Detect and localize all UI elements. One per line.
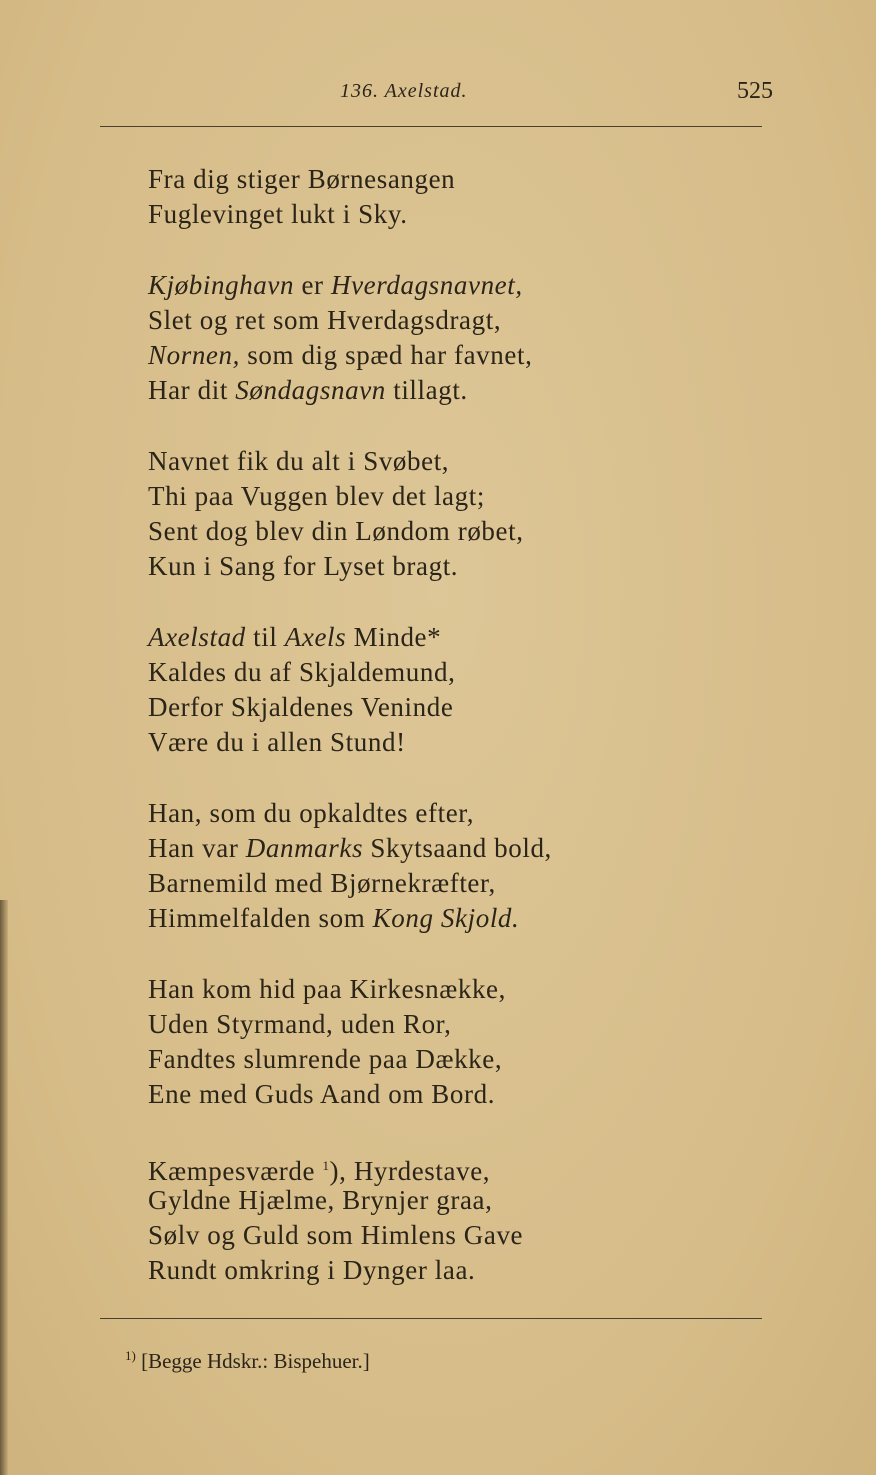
stanza xyxy=(148,972,552,1112)
verse-line xyxy=(148,831,552,866)
italic-text: Danmarks xyxy=(245,833,364,863)
verse-line xyxy=(148,1183,552,1218)
verse-line xyxy=(148,620,552,655)
stanza xyxy=(148,268,552,408)
italic-text: Kjøbinghavn xyxy=(148,270,295,300)
verse-line xyxy=(148,725,552,760)
text: Navnet fik du alt i Svøbet, xyxy=(148,446,450,476)
verse-line xyxy=(148,197,552,232)
header-rule xyxy=(100,126,762,127)
text: Ene med Guds Aand om Bord. xyxy=(148,1079,496,1109)
verse-line xyxy=(148,1253,552,1288)
text: Fra dig stiger Børnesangen xyxy=(148,164,456,194)
verse-line xyxy=(148,972,552,1007)
footnote-text: [Begge Hdskr.: Bispehuer.] xyxy=(141,1349,370,1373)
text: Han kom hid paa Kirkesnække, xyxy=(148,974,506,1004)
italic-text: Kong Skjold. xyxy=(372,903,520,933)
text: Sent dog blev din Løndom røbet, xyxy=(148,516,524,546)
text: Uden Styrmand, uden Ror, xyxy=(148,1009,452,1039)
stanza xyxy=(148,796,552,936)
italic-text: Axels xyxy=(284,622,347,652)
page-edge xyxy=(0,900,8,1475)
footnote-marker: 1) xyxy=(125,1348,136,1363)
text: Gyldne Hjælme, Brynjer graa, xyxy=(148,1185,493,1215)
verse-line xyxy=(148,162,552,197)
verse-line xyxy=(148,690,552,725)
verse-line xyxy=(148,1042,552,1077)
verse-line xyxy=(148,1077,552,1112)
text: Slet og ret som Hverdagsdragt, xyxy=(148,305,502,335)
text: som dig spæd har favnet, xyxy=(239,340,533,370)
verse-line xyxy=(148,655,552,690)
text: Rundt omkring i Dynger laa. xyxy=(148,1255,476,1285)
text: Barnemild med Bjørnekræfter, xyxy=(148,868,496,898)
verse-line xyxy=(148,479,552,514)
text: Kun i Sang for Lyset bragt. xyxy=(148,551,459,581)
text: Fuglevinget lukt i Sky. xyxy=(148,199,408,229)
verse-line xyxy=(148,1148,552,1186)
text: Derfor Skjaldenes Veninde xyxy=(148,692,454,722)
footnote-reference: 1 xyxy=(322,1158,330,1173)
footnote xyxy=(125,1348,370,1374)
verse-line xyxy=(148,901,552,936)
text: til xyxy=(245,622,285,652)
stanza xyxy=(148,162,552,232)
stanza xyxy=(148,620,552,760)
text: Han, som du opkaldtes efter, xyxy=(148,798,475,828)
text: Kæmpesværde xyxy=(148,1156,323,1186)
text: Har dit xyxy=(148,375,236,405)
text: Minde* xyxy=(346,622,442,652)
verse-line xyxy=(148,268,552,303)
text: er xyxy=(294,270,331,300)
text: Skytsaand bold, xyxy=(363,833,552,863)
verse-line xyxy=(148,373,552,408)
text: ), Hyrdestave, xyxy=(329,1156,491,1186)
verse-line xyxy=(148,866,552,901)
italic-text: Axelstad xyxy=(148,622,246,652)
verse-line xyxy=(148,444,552,479)
stanza xyxy=(148,444,552,584)
verse-line xyxy=(148,303,552,338)
text: Himmelfalden som xyxy=(148,903,373,933)
italic-text: Nornen, xyxy=(148,340,240,370)
text: Sølv og Guld som Himlens Gave xyxy=(148,1220,524,1250)
footnote-rule xyxy=(100,1318,762,1319)
page-number: 525 xyxy=(737,78,773,104)
text: tillagt. xyxy=(385,375,468,405)
verse-line xyxy=(148,796,552,831)
text: Fandtes slumrende paa Dække, xyxy=(148,1044,503,1074)
verse-line xyxy=(148,1218,552,1253)
verse-line xyxy=(148,549,552,584)
italic-text: Søndagsnavn xyxy=(235,375,386,405)
text: Kaldes du af Skjaldemund, xyxy=(148,657,456,687)
text: Være du i allen Stund! xyxy=(148,727,406,757)
verse-line xyxy=(148,1007,552,1042)
italic-text: Hverdagsnavnet, xyxy=(331,270,523,300)
text: Han var xyxy=(148,833,246,863)
verse-line xyxy=(148,514,552,549)
running-title: 136. Axelstad. xyxy=(340,80,468,102)
text: Thi paa Vuggen blev det lagt; xyxy=(148,481,485,511)
verse-line xyxy=(148,338,552,373)
stanza xyxy=(148,1148,552,1288)
poem xyxy=(148,162,552,1324)
